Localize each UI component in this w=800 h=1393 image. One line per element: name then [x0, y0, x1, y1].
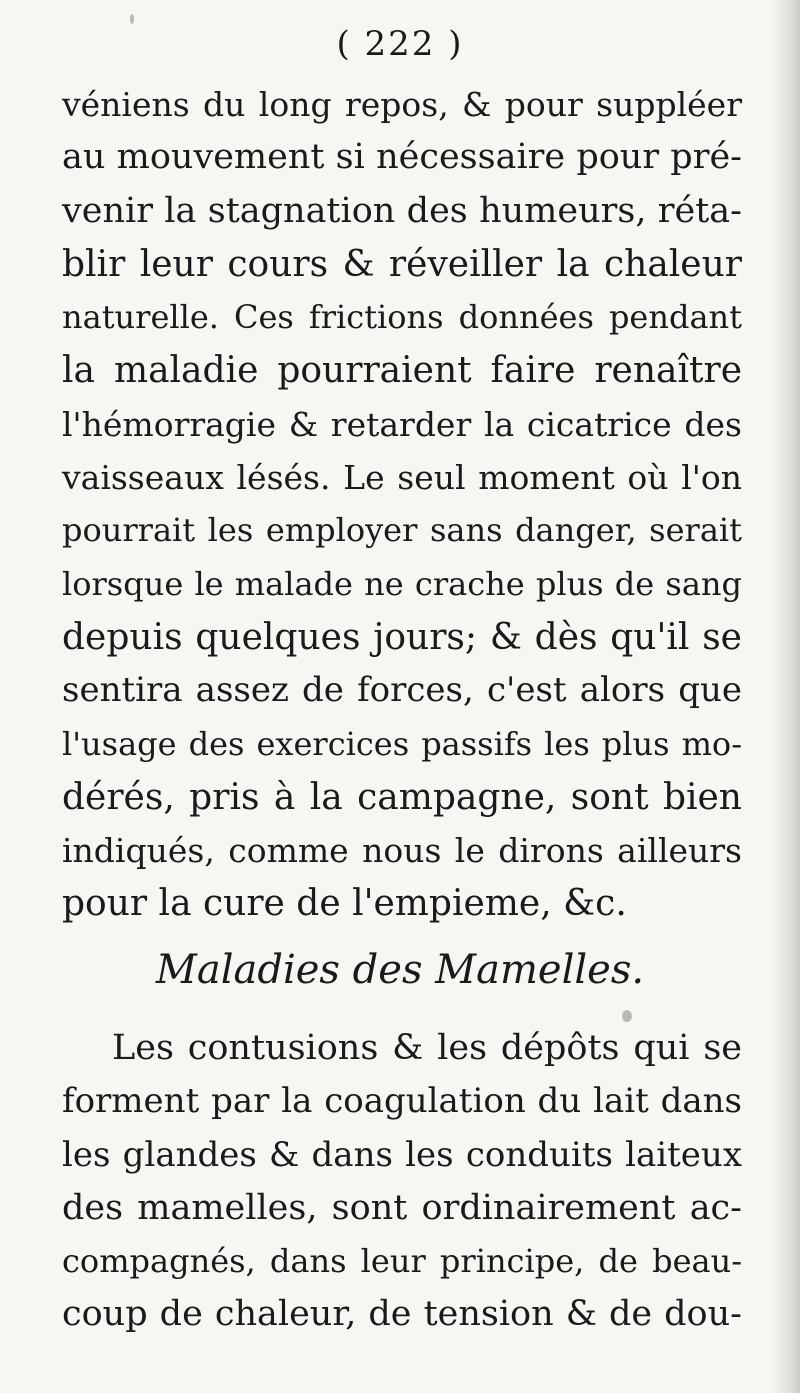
text-line: forment par la coagulation du lait dans — [62, 1081, 742, 1122]
text-line: pour la cure de l'empieme, &c. — [62, 883, 627, 925]
text-line: sentira assez de forces, c'est alors que — [62, 670, 742, 711]
text-line: au mouvement si nécessaire pour pré- — [62, 137, 742, 178]
text-line: depuis quelques jours; & dès qu'il se — [62, 616, 742, 658]
text-line: la maladie pourraient faire renaître — [62, 350, 742, 392]
paragraph-2 — [62, 1022, 742, 1342]
text-line: pourrait les employer sans danger, serait — [62, 511, 742, 550]
text-line: indiqués, comme nous le dirons ailleurs — [62, 831, 742, 871]
ink-speck — [130, 14, 134, 24]
text-line: l'usage des exercices passifs les plus mo- — [62, 724, 742, 763]
ink-speck — [622, 1010, 632, 1022]
text-line: les glandes & dans les conduits laiteux — [62, 1134, 742, 1175]
text-line: véniens du long repos, & pour suppléer — [62, 85, 742, 124]
text-line: des mamelles, sont ordinairement ac- — [62, 1187, 742, 1228]
text-line: l'hémorragie & retarder la cicatrice des — [62, 404, 742, 444]
text-line: Les contusions & les dépôts qui se — [112, 1028, 742, 1068]
text-line: lorsque le malade ne crache plus de sang — [62, 564, 742, 603]
text-line: naturelle. Ces frictions données pendant — [62, 298, 742, 337]
paragraph-1 — [62, 78, 742, 931]
section-heading: Maladies des Mamelles. — [155, 947, 645, 993]
text-line: coup de chaleur, de tension & de dou- — [62, 1294, 742, 1335]
text-line: dérés, pris à la campagne, sont bien — [62, 776, 742, 818]
text-line: venir la stagnation des humeurs, réta- — [62, 190, 742, 231]
text-line: vaisseaux lésés. Le seul moment où l'on — [62, 458, 742, 498]
text-line: blir leur cours & réveiller la chaleur — [62, 243, 742, 285]
page-number: ( 222 ) — [336, 24, 464, 64]
text-line: compagnés, dans leur principe, de beau- — [62, 1242, 742, 1281]
